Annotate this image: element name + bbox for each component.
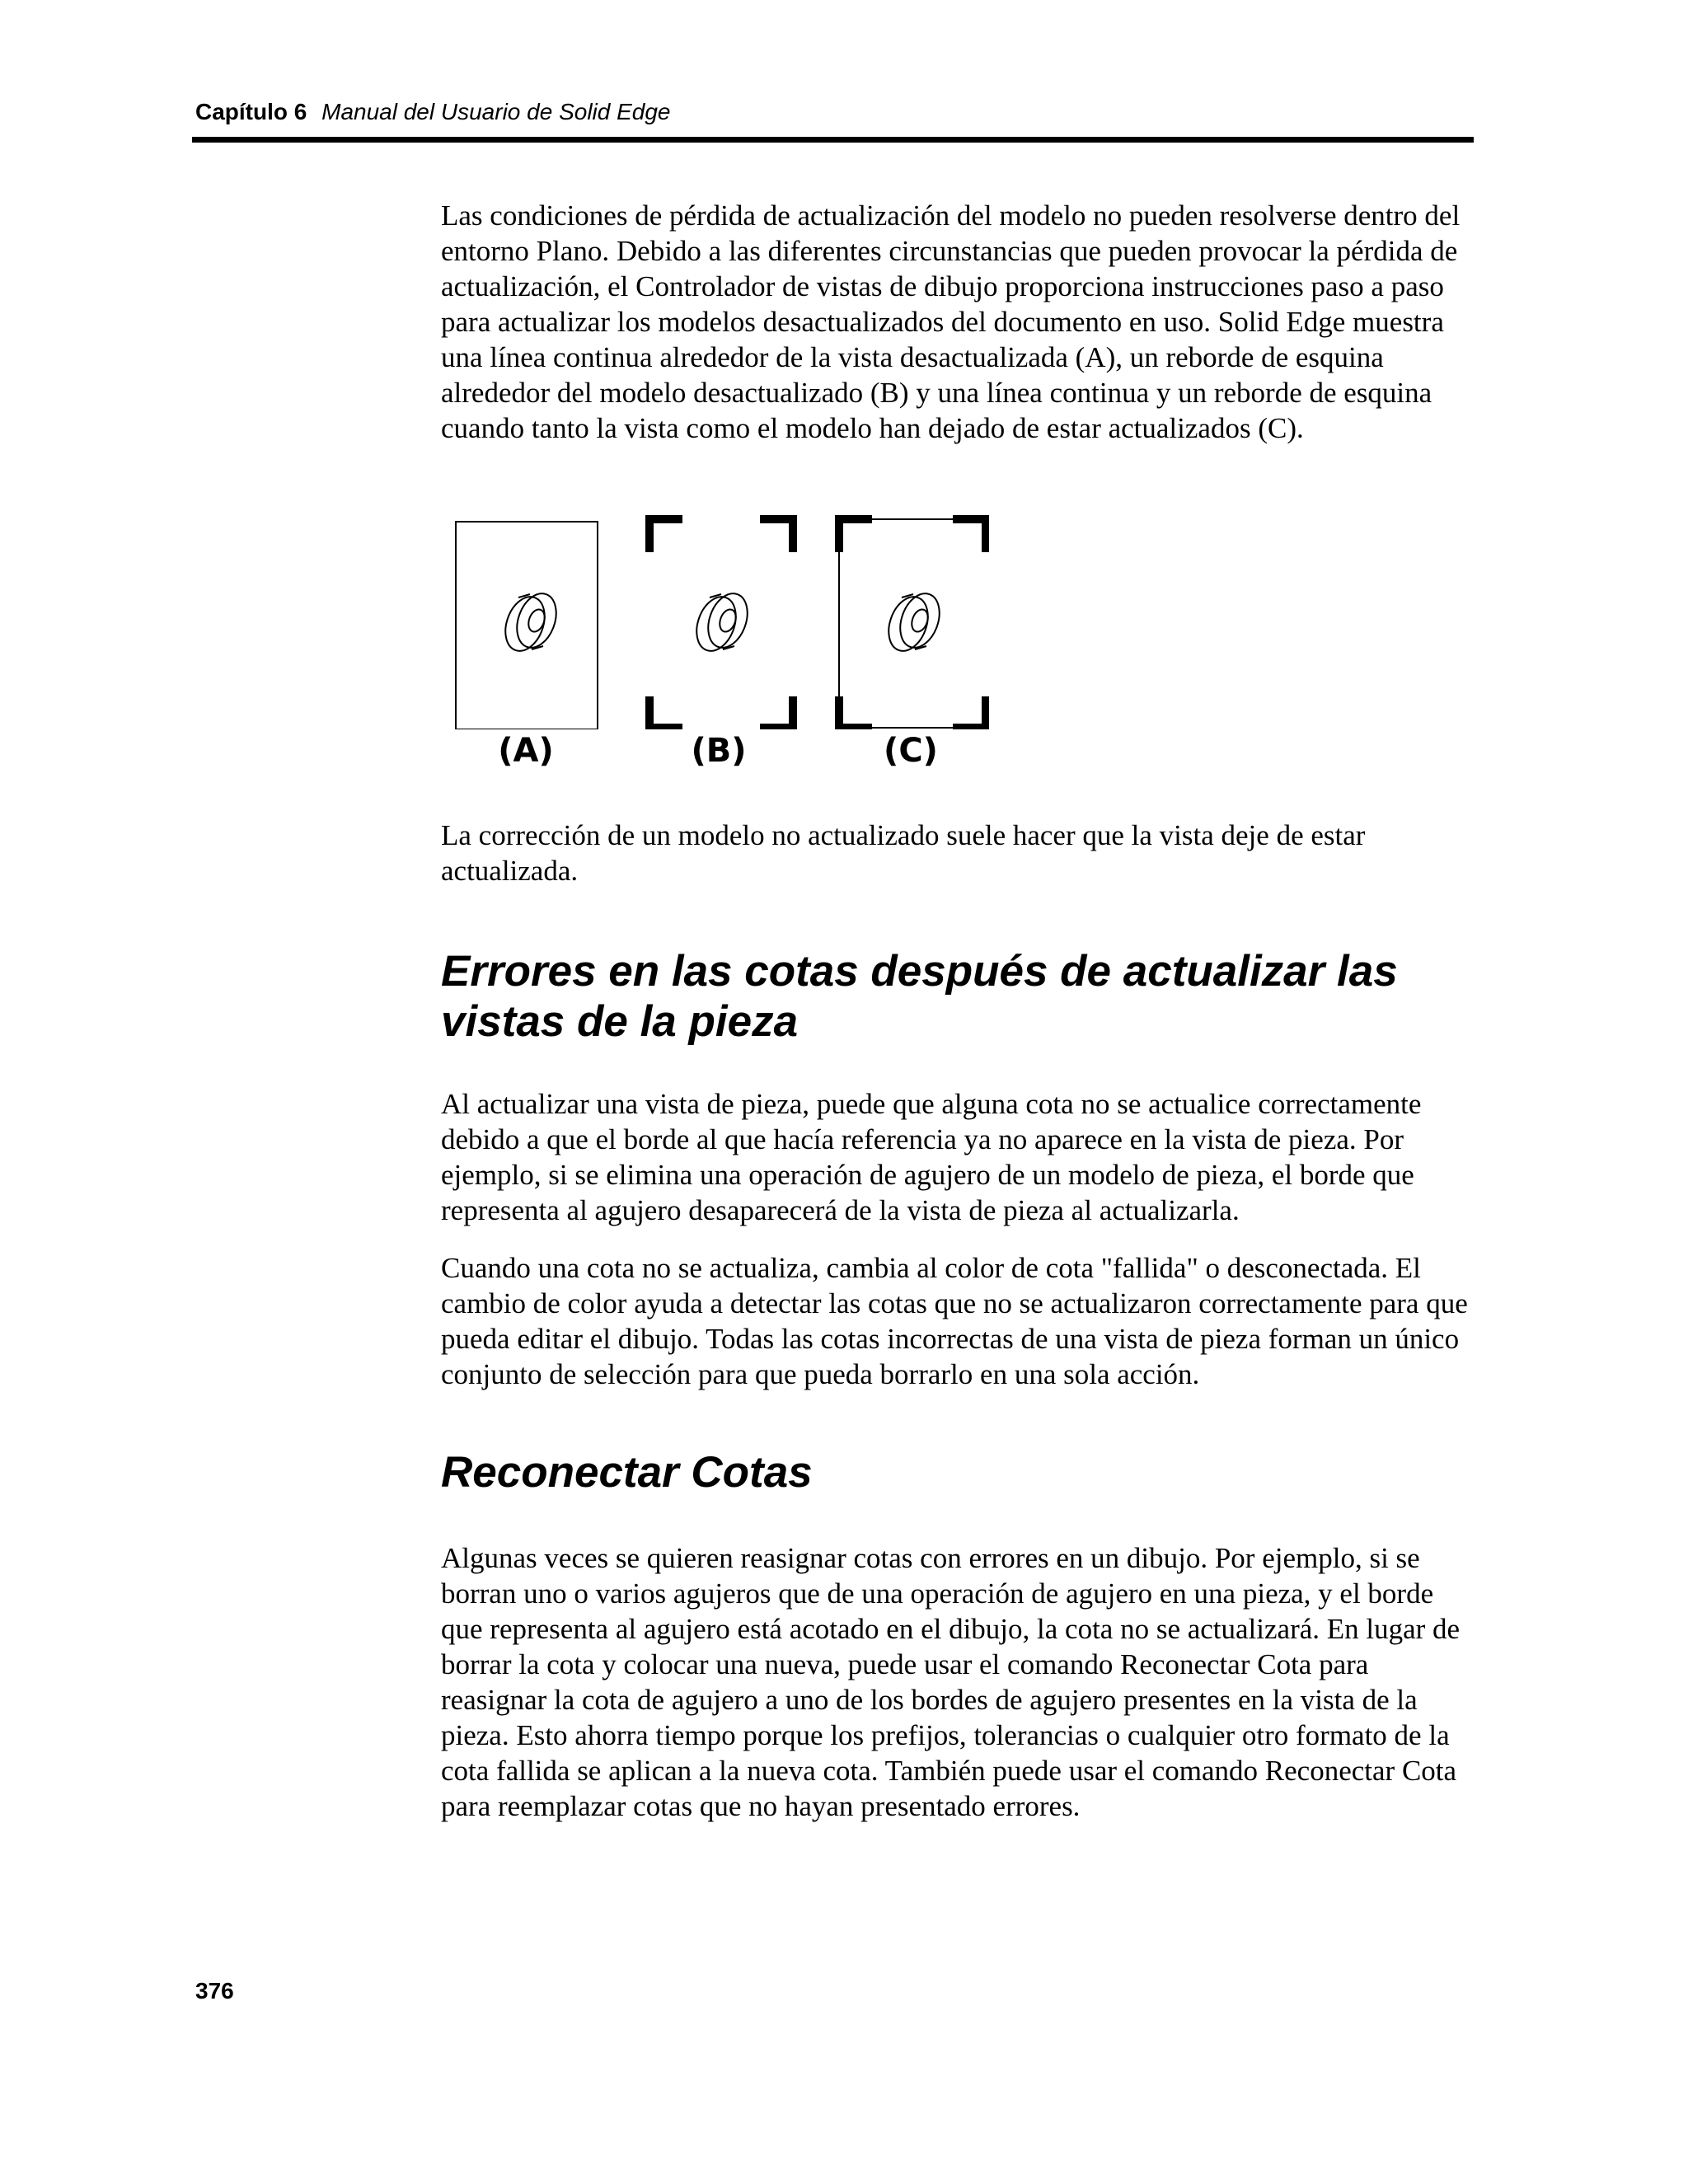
page-number: 376 [195,1978,234,2004]
reconnect-heading: Reconectar Cotas [441,1448,813,1497]
label-c: (C) [884,732,938,770]
running-header [195,97,671,127]
view-a-border [456,522,598,729]
label-b: (B) [691,732,747,770]
view-b-corner [649,696,682,728]
view-c-model [882,588,947,657]
view-c-corner [839,696,872,728]
label-a: (A) [498,732,554,770]
intro-paragraph: Las condiciones de pérdida de actualización del modelo no pueden resolverse dentro del entorno Plano. Debido a las diferentes circunstancias que pueden provocar la pérdida de actualización, el Controlador de vistas de dibujo proporciona instrucciones paso a paso para actualizar los modelos desactualizados del documento en uso. Solid Edge muestra una línea continua alrededor de la vista desactualizada (A), un reborde de esquina alrededor del modelo desactualizado (B) y una línea continua y un reborde de esquina cuando tanto la vista como el modelo han dejado de estar actualizados (C). [441,199,1461,444]
figure-drawings [445,507,989,729]
manual-title: Manual del Usuario de Solid Edge [321,99,671,124]
reconnect-paragraph: Algunas veces se quieren reasignar cotas con errores en un dibujo. Por ejemplo, si se borran uno o varios agujeros que de una operación de agujero en una pieza, y el borde que representa al agujero está acotado en el dibujo, la cota no se actualizará. En lugar de borrar la cota y colocar una nueva, puede usar el comando Reconectar Cota para reasignar la cota de agujero a uno de los bordes de agujero presentes en la vista de la pieza. Esto ahorra tiempo porque los prefijos, tolerancias o cualquier otro formato de la cota fallida se aplican a la nueva cota. También puede usar el comando Reconectar Cota para reemplazar cotas que no hayan presentado errores. [441,1542,1461,1822]
view-b-corner [649,519,682,552]
view-c-corner [839,519,872,552]
view-c-corner [953,519,986,552]
view-b-corner [760,696,793,728]
errors-heading: Errores en las cotas después de actualizar las vistas de la pieza [441,947,1398,1046]
view-b [649,519,793,728]
correction-paragraph: La corrección de un modelo no actualizado suele hacer que la vista deje de estar actualizada. [441,819,1366,887]
view-c-border [839,519,989,728]
errors-paragraph-2: Cuando una cota no se actualiza, cambia al color de cota "fallida" o desconectada. El cambio de color ayuda a detectar las cotas que no se actualizaron correctamente para que pueda editar el dibujo. Todas las cotas incorrectas de una vista de pieza forman un único conjunto de selección para que pueda borrarlo en una sola acción. [441,1252,1468,1390]
header-rule [192,137,1474,143]
chapter-label: Capítulo 6 [195,99,307,124]
view-a-model [499,588,564,657]
view-c-corner [953,696,986,728]
view-b-corner [760,519,793,552]
view-b-model [690,588,755,657]
view-a [456,522,598,729]
view-c [839,519,989,728]
update-status-figure [445,507,989,787]
errors-paragraph-1: Al actualizar una vista de pieza, puede que alguna cota no se actualice correctamente debido a que el borde al que hacía referencia ya no aparece en la vista de pieza. Por ejemplo, si se elimina una operación de agujero de un modelo de pieza, el borde que representa al agujero desaparecerá de la vista de pieza al actualizarla. [441,1088,1422,1226]
